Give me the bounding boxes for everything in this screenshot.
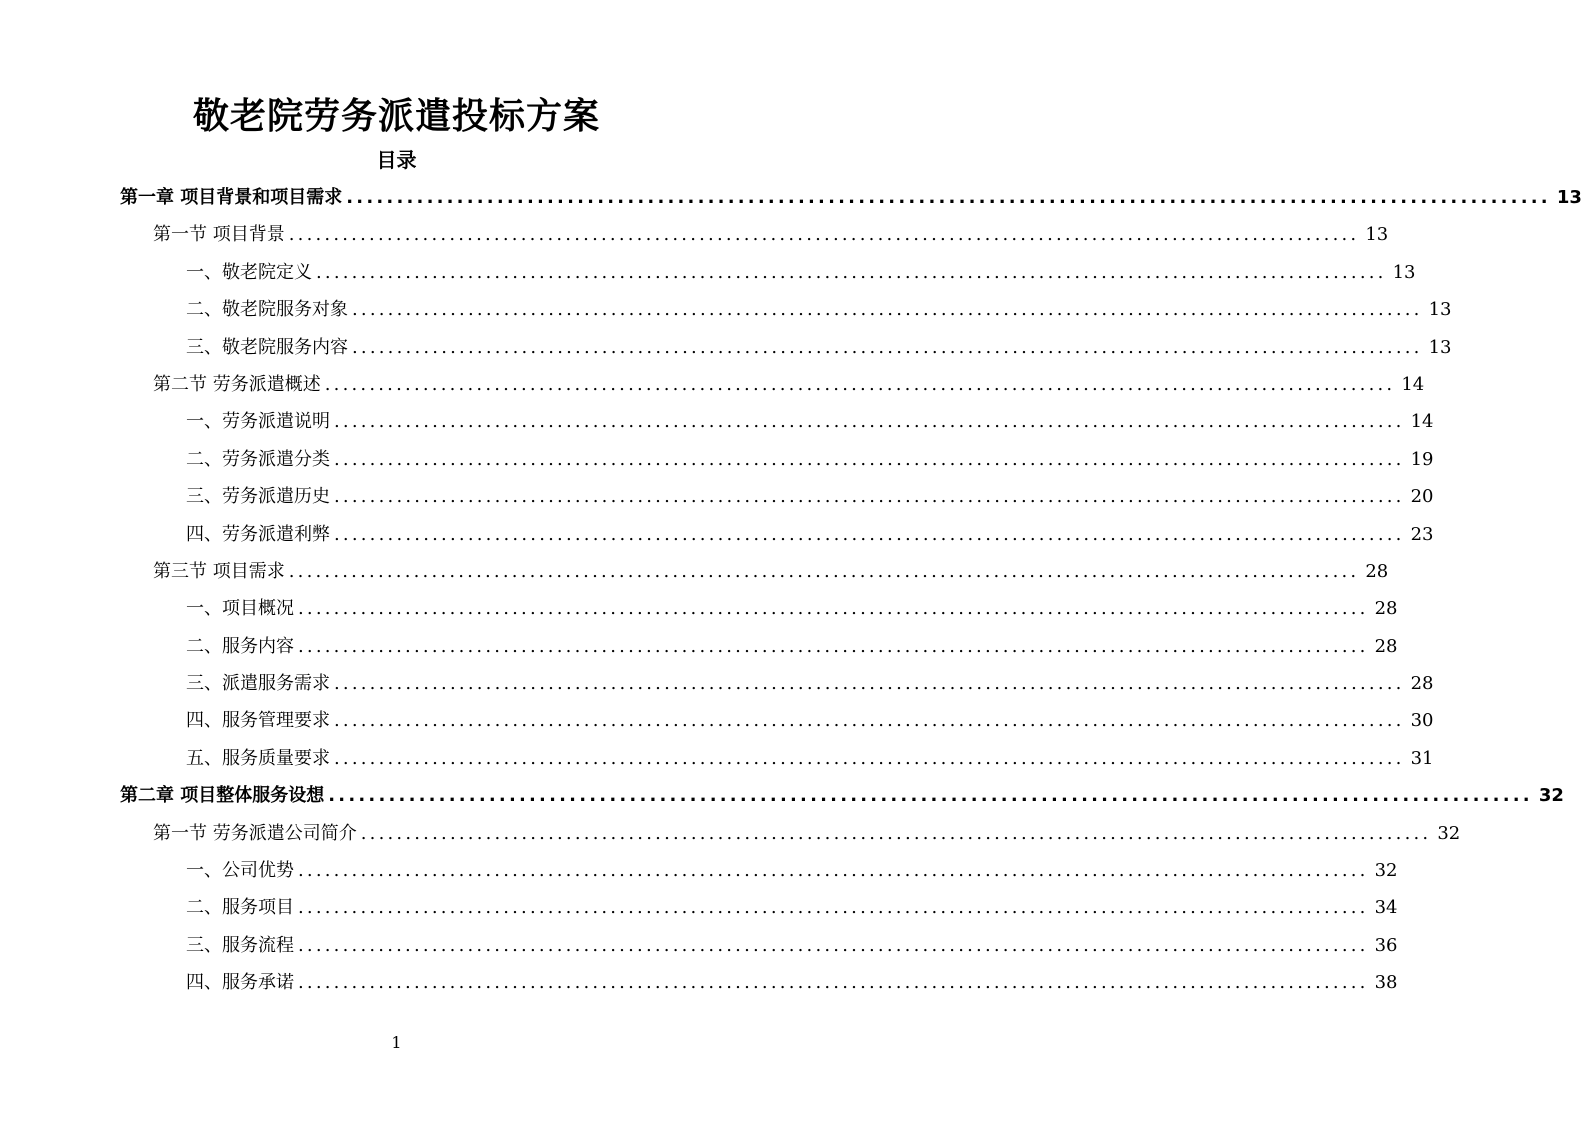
toc-subsection-entry[interactable] bbox=[0, 516, 1434, 553]
toc-dot-leader: ........................................................................................................................ bbox=[316, 261, 1387, 283]
toc-subsection-entry[interactable] bbox=[0, 927, 1398, 964]
toc-subsection-entry[interactable] bbox=[0, 403, 1434, 440]
toc-entry-page: 19 bbox=[1410, 448, 1434, 470]
toc-entry-page: 32 bbox=[1437, 822, 1461, 844]
toc-entry-page: 36 bbox=[1374, 934, 1398, 956]
toc-section-entry[interactable] bbox=[0, 366, 1425, 403]
toc-dot-leader: ........................................................................................................................ bbox=[334, 411, 1405, 433]
toc-entry-label: 第一章 项目背景和项目需求 bbox=[120, 187, 343, 208]
toc-entry-label: 三、服务流程 bbox=[186, 934, 294, 956]
toc-dot-leader: ........................................................................................................................ bbox=[298, 897, 1369, 919]
toc-entry-page: 13 bbox=[1428, 299, 1452, 321]
toc-entry-label: 二、服务内容 bbox=[186, 635, 294, 657]
toc-dot-leader: ........................................................................................................................ bbox=[298, 860, 1369, 882]
toc-entry-label: 二、劳务派遣分类 bbox=[186, 448, 330, 470]
toc-subsection-entry[interactable] bbox=[0, 740, 1434, 777]
toc-entry-page: 14 bbox=[1401, 373, 1425, 395]
toc-chapter-entry[interactable] bbox=[0, 777, 1564, 814]
toc-entry-page: 13 bbox=[1392, 261, 1416, 283]
toc-entry-label: 二、服务项目 bbox=[186, 897, 294, 919]
toc-section-entry[interactable] bbox=[0, 815, 1461, 852]
toc-subsection-entry[interactable] bbox=[0, 590, 1398, 627]
toc-entry-label: 三、敬老院服务内容 bbox=[186, 336, 348, 358]
toc-entry-label: 第二章 项目整体服务设想 bbox=[120, 785, 325, 807]
toc-entry-page: 20 bbox=[1410, 486, 1434, 508]
toc-dot-leader: ........................................................................................................................ bbox=[352, 336, 1423, 358]
toc-dot-leader: ........................................................................................................................ bbox=[298, 598, 1369, 620]
toc-dot-leader: ........................................................................................................................ bbox=[360, 822, 1432, 844]
toc-dot-leader: ........................................................................................................................ bbox=[298, 934, 1369, 956]
toc-subsection-entry[interactable] bbox=[0, 852, 1398, 889]
toc-subsection-entry[interactable] bbox=[0, 889, 1398, 926]
toc-subsection-entry[interactable] bbox=[0, 964, 1398, 1001]
toc-heading: 目录 bbox=[376, 148, 417, 172]
toc-entry-page: 14 bbox=[1410, 411, 1434, 433]
toc-entry-page: 28 bbox=[1374, 598, 1398, 620]
toc-entry-page: 28 bbox=[1374, 635, 1398, 657]
toc-entry-page: 38 bbox=[1374, 972, 1398, 994]
toc-entry-page: 32 bbox=[1538, 785, 1564, 807]
toc-entry-label: 第一节 项目背景 bbox=[153, 224, 285, 246]
document-title: 敬老院劳务派遣投标方案 bbox=[192, 96, 600, 137]
toc-entry-label: 一、公司优势 bbox=[186, 860, 294, 882]
toc-section-entry[interactable] bbox=[0, 553, 1389, 590]
toc-dot-leader: ........................................................................................................................ bbox=[288, 560, 1360, 582]
toc-subsection-entry[interactable] bbox=[0, 665, 1434, 702]
table-of-contents bbox=[0, 179, 1582, 1002]
toc-entry-label: 三、劳务派遣历史 bbox=[186, 486, 330, 508]
toc-entry-page: 23 bbox=[1410, 523, 1434, 545]
toc-entry-page: 13 bbox=[1365, 224, 1389, 246]
toc-subsection-entry[interactable] bbox=[0, 254, 1416, 291]
toc-subsection-entry[interactable] bbox=[0, 441, 1434, 478]
toc-entry-label: 第二节 劳务派遣概述 bbox=[153, 373, 321, 395]
toc-entry-label: 二、敬老院服务对象 bbox=[186, 299, 348, 321]
toc-entry-page: 28 bbox=[1365, 560, 1389, 582]
toc-entry-label: 四、服务管理要求 bbox=[186, 710, 330, 732]
toc-dot-leader: ........................................................................................................................ bbox=[288, 224, 1360, 246]
toc-dot-leader: ........................................................................................................................ bbox=[298, 972, 1369, 994]
toc-dot-leader: ........................................................................................................................ bbox=[334, 486, 1405, 508]
toc-subsection-entry[interactable] bbox=[0, 478, 1434, 515]
toc-dot-leader: ........................................................................................................................ bbox=[334, 710, 1405, 732]
toc-entry-page: 31 bbox=[1410, 747, 1434, 769]
toc-entry-label: 第三节 项目需求 bbox=[153, 560, 285, 582]
toc-dot-leader: ........................................................................................................................ bbox=[328, 785, 1533, 807]
toc-subsection-entry[interactable] bbox=[0, 628, 1398, 665]
toc-entry-page: 34 bbox=[1374, 897, 1398, 919]
toc-entry-label: 一、敬老院定义 bbox=[186, 261, 312, 283]
toc-entry-label: 四、服务承诺 bbox=[186, 972, 294, 994]
toc-entry-label: 第一节 劳务派遣公司简介 bbox=[153, 822, 357, 844]
toc-entry-page: 13 bbox=[1428, 336, 1452, 358]
toc-subsection-entry[interactable] bbox=[0, 329, 1452, 366]
toc-section-entry[interactable] bbox=[0, 216, 1389, 253]
toc-entry-label: 一、项目概况 bbox=[186, 598, 294, 620]
toc-dot-leader: ........................................................................................................................ bbox=[334, 448, 1405, 470]
toc-dot-leader: ........................................................................................................................ bbox=[334, 523, 1405, 545]
toc-entry-label: 一、劳务派遣说明 bbox=[186, 411, 330, 433]
toc-chapter-entry[interactable] bbox=[0, 179, 1582, 216]
toc-entry-page: 30 bbox=[1410, 710, 1434, 732]
toc-entry-page: 13 bbox=[1556, 187, 1582, 208]
toc-entry-page: 32 bbox=[1374, 860, 1398, 882]
page-number: 1 bbox=[391, 1033, 402, 1052]
toc-entry-label: 五、服务质量要求 bbox=[186, 747, 330, 769]
toc-dot-leader: ........................................................................................................................ bbox=[334, 673, 1405, 695]
toc-dot-leader: ........................................................................................................................ bbox=[334, 747, 1405, 769]
toc-dot-leader: ........................................................................................................................ bbox=[324, 373, 1396, 395]
toc-dot-leader: ........................................................................................................................ bbox=[352, 299, 1423, 321]
toc-dot-leader: ........................................................................................................................ bbox=[298, 635, 1369, 657]
toc-entry-page: 28 bbox=[1410, 673, 1434, 695]
toc-subsection-entry[interactable] bbox=[0, 702, 1434, 739]
toc-entry-label: 四、劳务派遣利弊 bbox=[186, 523, 330, 545]
toc-entry-label: 三、派遣服务需求 bbox=[186, 673, 330, 695]
toc-dot-leader: ........................................................................................................................ bbox=[346, 187, 1551, 208]
toc-subsection-entry[interactable] bbox=[0, 291, 1452, 328]
